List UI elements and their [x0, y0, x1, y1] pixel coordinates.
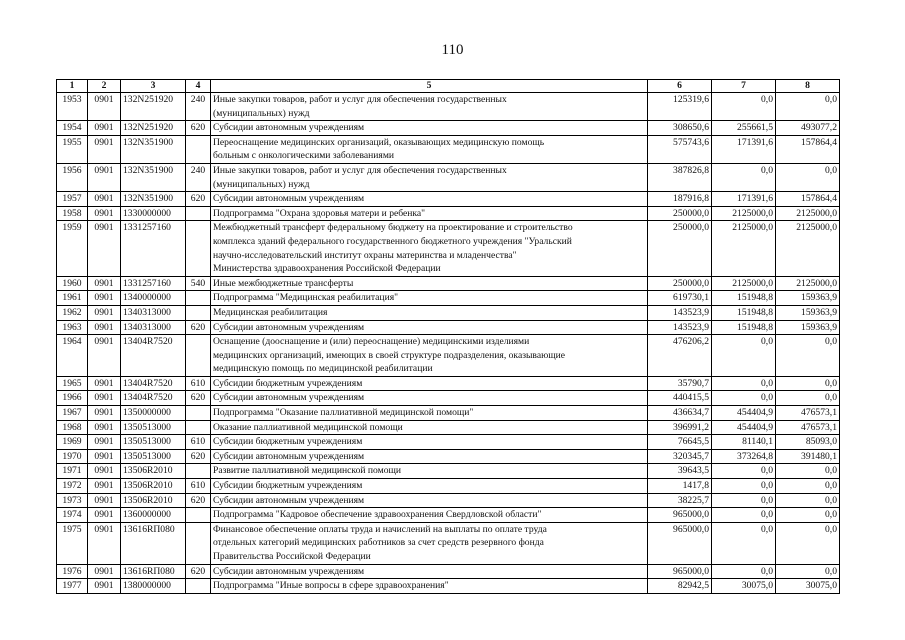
name-cell	[211, 335, 648, 377]
row-number-cell: 1970	[57, 449, 88, 464]
target-article-cell: 13506R2010	[121, 464, 186, 479]
table-row	[57, 449, 840, 464]
amount-year2-cell: 255661,5	[712, 121, 776, 136]
table-row	[57, 163, 840, 191]
name-line: отдельных категорий медицинских работников за счет средств резервного фонда	[213, 537, 544, 549]
amount-year2-cell: 151948,8	[712, 320, 776, 335]
table-row	[57, 435, 840, 450]
section-code-cell: 0901	[88, 579, 121, 594]
name-line: Подпрограмма "Медицинская реабилитация"	[213, 292, 399, 304]
amount-year1-cell: 82942,5	[648, 579, 712, 594]
amount-year3-cell: 0,0	[776, 522, 840, 564]
row-number-cell: 1967	[57, 406, 88, 421]
target-article-cell: 1350513000	[121, 449, 186, 464]
row-number-cell: 1965	[57, 376, 88, 391]
row-number-cell: 1955	[57, 135, 88, 163]
section-code-cell: 0901	[88, 508, 121, 523]
target-article-cell: 13616RП080	[121, 564, 186, 579]
expense-type-cell: 620	[186, 391, 211, 406]
name-line: Субсидии бюджетным учреждениям	[213, 377, 363, 389]
name-line: Субсидии автономным учреждениям	[213, 450, 365, 462]
amount-year2-cell: 171391,6	[712, 135, 776, 163]
amount-year2-cell: 0,0	[712, 391, 776, 406]
amount-year2-cell: 151948,8	[712, 291, 776, 306]
name-line: Субсидии автономным учреждениям	[213, 122, 365, 134]
target-article-cell: 132N251920	[121, 93, 186, 121]
expense-type-cell: 610	[186, 376, 211, 391]
name-cell	[211, 522, 648, 564]
amount-year3-cell: 0,0	[776, 391, 840, 406]
amount-year3-cell: 2125000,0	[776, 206, 840, 221]
target-article-cell: 132N351900	[121, 163, 186, 191]
amount-year2-cell: 0,0	[712, 564, 776, 579]
expense-type-cell: 620	[186, 493, 211, 508]
table-row	[57, 192, 840, 207]
section-code-cell: 0901	[88, 493, 121, 508]
amount-year3-cell: 0,0	[776, 376, 840, 391]
expense-type-cell: 620	[186, 121, 211, 136]
budget-table	[56, 79, 840, 594]
expense-type-cell: 240	[186, 93, 211, 121]
amount-year3-cell: 0,0	[776, 508, 840, 523]
amount-year3-cell: 391480,1	[776, 449, 840, 464]
row-number-cell: 1966	[57, 391, 88, 406]
page-number: 110	[441, 42, 464, 58]
section-code-cell: 0901	[88, 320, 121, 335]
table-row	[57, 376, 840, 391]
name-cell	[211, 579, 648, 594]
name-cell	[211, 564, 648, 579]
amount-year2-cell: 151948,8	[712, 305, 776, 320]
section-code-cell: 0901	[88, 522, 121, 564]
amount-year3-cell: 493077,2	[776, 121, 840, 136]
name-cell	[211, 320, 648, 335]
amount-year2-cell: 30075,0	[712, 579, 776, 594]
name-line: Субсидии автономным учреждениям	[213, 321, 365, 333]
amount-year1-cell: 76645,5	[648, 435, 712, 450]
amount-year1-cell: 187916,8	[648, 192, 712, 207]
name-cell	[211, 376, 648, 391]
row-number-cell: 1968	[57, 420, 88, 435]
amount-year1-cell: 250000,0	[648, 221, 712, 276]
name-line: Правительства Российской Федерации	[213, 551, 371, 562]
section-code-cell: 0901	[88, 406, 121, 421]
amount-year1-cell: 965000,0	[648, 508, 712, 523]
name-cell	[211, 291, 648, 306]
section-code-cell: 0901	[88, 192, 121, 207]
amount-year3-cell: 0,0	[776, 479, 840, 494]
name-line: (муниципальных) нужд	[213, 178, 310, 190]
amount-year3-cell: 0,0	[776, 464, 840, 479]
amount-year1-cell: 308650,6	[648, 121, 712, 136]
amount-year3-cell: 85093,0	[776, 435, 840, 450]
section-code-cell: 0901	[88, 464, 121, 479]
amount-year3-cell: 159363,9	[776, 320, 840, 335]
name-line: Иные межбюджетные трансферты	[213, 277, 354, 289]
amount-year2-cell: 454404,9	[712, 406, 776, 421]
target-article-cell: 1331257160	[121, 221, 186, 276]
amount-year1-cell: 35790,7	[648, 376, 712, 391]
amount-year3-cell: 476573,1	[776, 420, 840, 435]
target-article-cell: 13506R2010	[121, 493, 186, 508]
table-row	[57, 493, 840, 508]
expense-type-cell: 240	[186, 163, 211, 191]
amount-year1-cell: 965000,0	[648, 564, 712, 579]
amount-year1-cell: 619730,1	[648, 291, 712, 306]
amount-year3-cell: 159363,9	[776, 291, 840, 306]
target-article-cell: 1350513000	[121, 420, 186, 435]
row-number-cell: 1954	[57, 121, 88, 136]
amount-year3-cell: 476573,1	[776, 406, 840, 421]
table-row	[57, 221, 840, 276]
amount-year2-cell: 0,0	[712, 493, 776, 508]
amount-year2-cell: 0,0	[712, 376, 776, 391]
name-cell	[211, 508, 648, 523]
amount-year3-cell: 157864,4	[776, 135, 840, 163]
target-article-cell: 1350513000	[121, 435, 186, 450]
target-article-cell: 13404R7520	[121, 391, 186, 406]
amount-year1-cell: 38225,7	[648, 493, 712, 508]
section-code-cell: 0901	[88, 221, 121, 276]
expense-type-cell	[186, 305, 211, 320]
name-cell	[211, 276, 648, 291]
section-code-cell: 0901	[88, 163, 121, 191]
name-cell	[211, 479, 648, 494]
name-line: научно-исследовательский институт охраны материнства и младенчества"	[213, 249, 517, 261]
row-number-cell: 1977	[57, 579, 88, 594]
row-number-cell: 1974	[57, 508, 88, 523]
amount-year2-cell: 2125000,0	[712, 221, 776, 276]
table-row	[57, 420, 840, 435]
column-header: 2	[88, 80, 121, 93]
section-code-cell: 0901	[88, 564, 121, 579]
amount-year1-cell: 436634,7	[648, 406, 712, 421]
target-article-cell: 1380000000	[121, 579, 186, 594]
amount-year3-cell: 0,0	[776, 163, 840, 191]
column-header: 8	[776, 80, 840, 93]
expense-type-cell	[186, 579, 211, 594]
amount-year3-cell: 0,0	[776, 335, 840, 377]
target-article-cell: 1340000000	[121, 291, 186, 306]
amount-year3-cell: 2125000,0	[776, 276, 840, 291]
name-line: медицинских организаций, имеющих в своей структуре подразделения, оказывающие	[213, 349, 566, 361]
row-number-cell: 1976	[57, 564, 88, 579]
column-header: 1	[57, 80, 88, 93]
section-code-cell: 0901	[88, 93, 121, 121]
amount-year2-cell: 0,0	[712, 508, 776, 523]
expense-type-cell	[186, 508, 211, 523]
amount-year2-cell: 2125000,0	[712, 206, 776, 221]
target-article-cell: 13404R7520	[121, 376, 186, 391]
section-code-cell: 0901	[88, 449, 121, 464]
name-line: Субсидии автономным учреждениям	[213, 565, 365, 577]
table-row	[57, 579, 840, 594]
name-cell	[211, 163, 648, 191]
column-header: 6	[648, 80, 712, 93]
section-code-cell: 0901	[88, 376, 121, 391]
expense-type-cell: 610	[186, 479, 211, 494]
section-code-cell: 0901	[88, 135, 121, 163]
name-line: Финансовое обеспечение оплаты труда и начислений на выплаты по оплате труда	[213, 523, 547, 535]
amount-year1-cell: 125319,6	[648, 93, 712, 121]
amount-year2-cell: 0,0	[712, 93, 776, 121]
name-cell	[211, 435, 648, 450]
row-number-cell: 1961	[57, 291, 88, 306]
name-line: Субсидии автономным учреждениям	[213, 392, 365, 404]
expense-type-cell	[186, 135, 211, 163]
row-number-cell: 1960	[57, 276, 88, 291]
section-code-cell: 0901	[88, 305, 121, 320]
name-cell	[211, 305, 648, 320]
name-cell	[211, 93, 648, 121]
amount-year1-cell: 387826,8	[648, 163, 712, 191]
column-header: 5	[211, 80, 648, 93]
target-article-cell: 132N351900	[121, 135, 186, 163]
name-line: Оказание паллиативной медицинской помощи	[213, 421, 403, 433]
amount-year2-cell: 0,0	[712, 522, 776, 564]
column-header: 7	[712, 80, 776, 93]
row-number-cell: 1975	[57, 522, 88, 564]
name-line: Подпрограмма "Иные вопросы в сфере здравоохранения"	[213, 580, 449, 592]
name-line: Оснащение (дооснащение и (или) переоснащение) медицинскими изделиями	[213, 336, 530, 348]
amount-year2-cell: 171391,6	[712, 192, 776, 207]
column-header: 4	[186, 80, 211, 93]
amount-year1-cell: 39643,5	[648, 464, 712, 479]
amount-year2-cell: 373264,8	[712, 449, 776, 464]
table-row	[57, 522, 840, 564]
name-line: Субсидии бюджетным учреждениям	[213, 480, 363, 492]
name-line: Субсидии автономным учреждениям	[213, 193, 365, 205]
table-row	[57, 479, 840, 494]
table-row	[57, 320, 840, 335]
table-row	[57, 93, 840, 121]
expense-type-cell: 540	[186, 276, 211, 291]
name-cell	[211, 206, 648, 221]
name-cell	[211, 493, 648, 508]
section-code-cell: 0901	[88, 420, 121, 435]
amount-year1-cell: 396991,2	[648, 420, 712, 435]
expense-type-cell	[186, 206, 211, 221]
section-code-cell: 0901	[88, 479, 121, 494]
amount-year2-cell: 0,0	[712, 163, 776, 191]
expense-type-cell	[186, 420, 211, 435]
target-article-cell: 1330000000	[121, 206, 186, 221]
name-line: Иные закупки товаров, работ и услуг для обеспечения государственных	[213, 94, 507, 105]
expense-type-cell: 620	[186, 449, 211, 464]
section-code-cell: 0901	[88, 206, 121, 221]
expense-type-cell	[186, 464, 211, 479]
expense-type-cell	[186, 522, 211, 564]
expense-type-cell	[186, 335, 211, 377]
table-row	[57, 206, 840, 221]
table-row	[57, 121, 840, 136]
amount-year3-cell: 0,0	[776, 564, 840, 579]
row-number-cell: 1957	[57, 192, 88, 207]
table-row	[57, 391, 840, 406]
section-code-cell: 0901	[88, 121, 121, 136]
name-cell	[211, 406, 648, 421]
expense-type-cell	[186, 291, 211, 306]
row-number-cell: 1972	[57, 479, 88, 494]
amount-year1-cell: 320345,7	[648, 449, 712, 464]
target-article-cell: 1360000000	[121, 508, 186, 523]
target-article-cell: 1340313000	[121, 305, 186, 320]
name-cell	[211, 192, 648, 207]
table-row	[57, 406, 840, 421]
row-number-cell: 1958	[57, 206, 88, 221]
amount-year3-cell: 0,0	[776, 493, 840, 508]
amount-year3-cell: 30075,0	[776, 579, 840, 594]
name-cell	[211, 135, 648, 163]
name-line: (муниципальных) нужд	[213, 107, 310, 119]
table-row	[57, 464, 840, 479]
name-line: Подпрограмма "Кадровое обеспечение здравоохранения Свердловской области"	[213, 509, 542, 521]
row-number-cell: 1962	[57, 305, 88, 320]
target-article-cell: 13506R2010	[121, 479, 186, 494]
amount-year1-cell: 476206,2	[648, 335, 712, 377]
section-code-cell: 0901	[88, 291, 121, 306]
name-line: Подпрограмма "Оказание паллиативной медицинской помощи"	[213, 407, 474, 419]
row-number-cell: 1963	[57, 320, 88, 335]
name-line: Министерства здравоохранения Российской Федерации	[213, 263, 441, 275]
table-row	[57, 335, 840, 377]
expense-type-cell: 620	[186, 564, 211, 579]
row-number-cell: 1973	[57, 493, 88, 508]
amount-year2-cell: 0,0	[712, 479, 776, 494]
amount-year1-cell: 1417,8	[648, 479, 712, 494]
row-number-cell: 1959	[57, 221, 88, 276]
table-header-row	[57, 80, 840, 93]
expense-type-cell: 610	[186, 435, 211, 450]
amount-year2-cell: 81140,1	[712, 435, 776, 450]
table-row	[57, 564, 840, 579]
row-number-cell: 1971	[57, 464, 88, 479]
name-line: Субсидии бюджетным учреждениям	[213, 436, 363, 448]
table-row	[57, 305, 840, 320]
name-line: Развитие паллиативной медицинской помощи	[213, 465, 402, 477]
amount-year1-cell: 143523,9	[648, 305, 712, 320]
expense-type-cell	[186, 406, 211, 421]
name-line: комплекса зданий федерального государственного бюджетного учреждения "Уральский	[213, 235, 572, 247]
name-cell	[211, 464, 648, 479]
amount-year1-cell: 250000,0	[648, 276, 712, 291]
target-article-cell: 132N251920	[121, 121, 186, 136]
section-code-cell: 0901	[88, 391, 121, 406]
row-number-cell: 1969	[57, 435, 88, 450]
table-row	[57, 276, 840, 291]
row-number-cell: 1964	[57, 335, 88, 377]
name-line: Медицинская реабилитация	[213, 306, 328, 318]
name-cell	[211, 121, 648, 136]
amount-year2-cell: 454404,9	[712, 420, 776, 435]
target-article-cell: 1340313000	[121, 320, 186, 335]
table-row	[57, 508, 840, 523]
name-cell	[211, 391, 648, 406]
amount-year2-cell: 2125000,0	[712, 276, 776, 291]
column-header: 3	[121, 80, 186, 93]
table-row	[57, 135, 840, 163]
amount-year1-cell: 250000,0	[648, 206, 712, 221]
amount-year1-cell: 575743,6	[648, 135, 712, 163]
amount-year3-cell: 0,0	[776, 93, 840, 121]
amount-year3-cell: 2125000,0	[776, 221, 840, 276]
amount-year3-cell: 159363,9	[776, 305, 840, 320]
expense-type-cell: 620	[186, 192, 211, 207]
target-article-cell: 13404R7520	[121, 335, 186, 377]
amount-year1-cell: 965000,0	[648, 522, 712, 564]
amount-year1-cell: 440415,5	[648, 391, 712, 406]
name-cell	[211, 221, 648, 276]
name-line: Переоснащение медицинских организаций, оказывающих медицинскую помощь	[213, 136, 545, 148]
target-article-cell: 1331257160	[121, 276, 186, 291]
row-number-cell: 1953	[57, 93, 88, 121]
name-line: Субсидии автономным учреждениям	[213, 494, 365, 506]
section-code-cell: 0901	[88, 276, 121, 291]
name-line: больным с онкологическими заболеваниями	[213, 150, 395, 162]
section-code-cell: 0901	[88, 335, 121, 377]
name-line: медицинскую помощь по медицинской реабилитации	[213, 363, 433, 375]
amount-year3-cell: 157864,4	[776, 192, 840, 207]
name-line: Подпрограмма "Охрана здоровья матери и ребенка"	[213, 207, 426, 219]
name-line: Межбюджетный трансферт федеральному бюджету на проектирование и строительство	[213, 222, 573, 234]
expense-type-cell	[186, 221, 211, 276]
name-line: Иные закупки товаров, работ и услуг для обеспечения государственных	[213, 164, 507, 176]
row-number-cell: 1956	[57, 163, 88, 191]
section-code-cell: 0901	[88, 435, 121, 450]
table-row	[57, 291, 840, 306]
target-article-cell: 1350000000	[121, 406, 186, 421]
amount-year2-cell: 0,0	[712, 335, 776, 377]
amount-year1-cell: 143523,9	[648, 320, 712, 335]
target-article-cell: 132N351900	[121, 192, 186, 207]
name-cell	[211, 449, 648, 464]
name-cell	[211, 420, 648, 435]
target-article-cell: 13616RП080	[121, 522, 186, 564]
expense-type-cell: 620	[186, 320, 211, 335]
amount-year2-cell: 0,0	[712, 464, 776, 479]
